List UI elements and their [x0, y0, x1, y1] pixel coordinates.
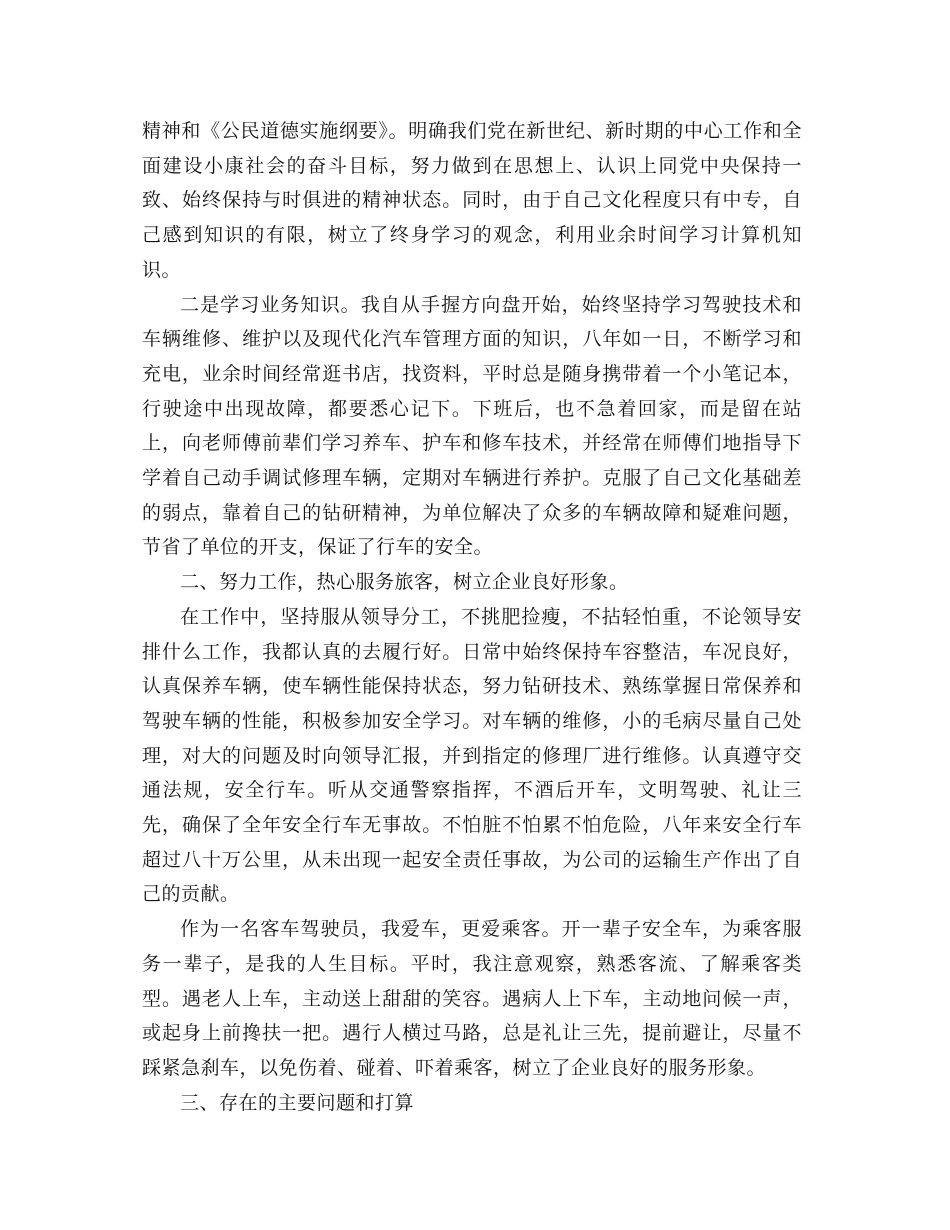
- document-body: [142, 114, 802, 1120]
- section-heading-problems-plans: 三、存在的主要问题和打算: [180, 1091, 415, 1114]
- paragraph-passenger-service: 作为一名客车驾驶员，我爱车，更爱乘客。开一辈子安全车，为乘客服务一辈子，是我的人生目标。平时，我注意观察，熟悉客流、了解乘客类型。遇老人上车，主动送上甜甜的笑容。遇病人上下车，主动地问候一声，或起身上前搀扶一把。遇行人横过马路，总是礼让三先，提前避让，尽量不踩紧急刹车，以免伤着、碰着、吓着乘客，树立了企业良好的服务形象。: [142, 918, 802, 1079]
- paragraph-business-study: 二是学习业务知识。我自从手握方向盘开始，始终坚持学习驾驶技术和车辆维修、维护以及现代化汽车管理方面的知识，八年如一日，不断学习和充电，业余时间经常逛书店，找资料，平时总是随身携带着一个小笔记本，行驶途中出现故障，都要悉心记下。下班后，也不急着回家，而是留在站上，向老师傅前辈们学习养车、护车和修车技术，并经常在师傅们地指导下学着自己动手调试修理车辆，定期对车辆进行养护。克服了自己文化基础差的弱点，靠着自己的钻研精神，为单位解决了众多的车辆故障和疑难问题，节省了单位的开支，保证了行车的安全。: [142, 293, 802, 559]
- paragraph-political-study: 精神和《公民道德实施纲要》。明确我们党在新世纪、新时期的中心工作和全面建设小康社会的奋斗目标，努力做到在思想上、认识上同党中央保持一致、始终保持与时俱进的精神状态。同时，由于自己文化程度只有中专，自己感到知识的有限，树立了终身学习的观念，利用业余时间学习计算机知识。: [142, 120, 802, 281]
- section-heading-work-service: 二、努力工作，热心服务旅客，树立企业良好形象。: [180, 571, 629, 594]
- paragraph-work-duties: 在工作中，坚持服从领导分工，不挑肥捡瘦，不拈轻怕重，不论领导安排什么工作，我都认真的去履行好。日常中始终保持车容整洁，车况良好，认真保养车辆，使车辆性能保持状态，努力钻研技术、熟练掌握日常保养和驾驶车辆的性能，积极参加安全学习。对车辆的维修，小的毛病尽量自己处理，对大的问题及时向领导汇报，并到指定的修理厂进行维修。认真遵守交通法规，安全行车。听从交通警察指挥，不酒后开车，文明驾驶、礼让三先，确保了全年安全行车无事故。不怕脏不怕累不怕危险，八年来安全行车超过八十万公里，从未出现一起安全责任事故，为公司的运输生产作出了自己的贡献。: [142, 605, 802, 906]
